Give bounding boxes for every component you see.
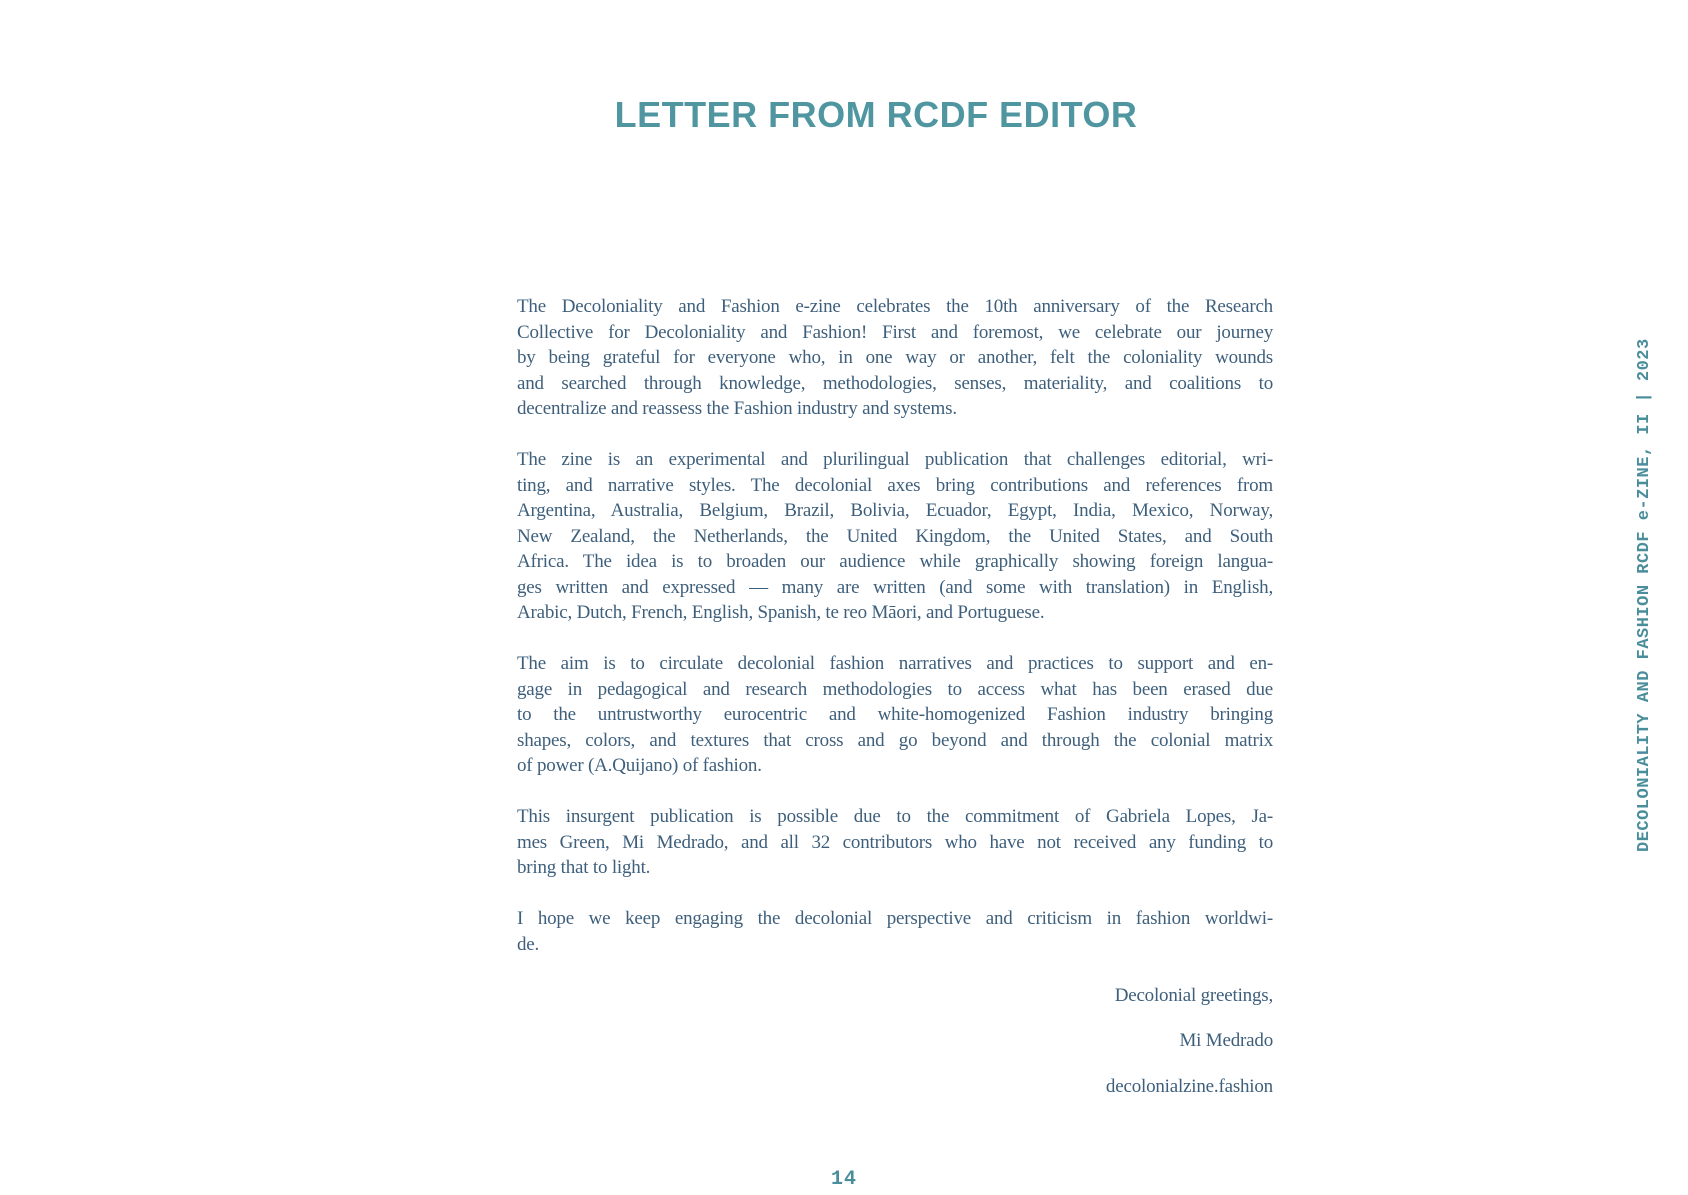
letter-line: bring that to light. (517, 857, 651, 878)
letter-paragraph (517, 804, 1273, 881)
letter-line: The Decoloniality and Fashion e-zine celebrates the 10th anniversary of the Research (517, 296, 1273, 317)
spine-edition-label: DECOLONIALITY AND FASHION RCDF e-ZINE, II | 2023 (1635, 338, 1654, 852)
letter-line: gage in pedagogical and research methodologies to access what has been erased due (517, 678, 1273, 700)
letter-paragraphs (517, 294, 1273, 957)
letter-line: mes Green, Mi Medrado, and all 32 contributors who have not received any funding to (517, 831, 1273, 853)
letter-line: and searched through knowledge, methodologies, senses, materiality, and coalitions to (517, 372, 1273, 394)
letter-body (517, 294, 1273, 1119)
letter-paragraph (517, 447, 1273, 626)
signoff-greeting: Decolonial greetings, (1114, 984, 1273, 1006)
letter-line: Arabic, Dutch, French, English, Spanish, te reo Māori, and Portuguese. (517, 602, 1045, 623)
page-title: LETTER FROM RCDF EDITOR (614, 94, 1138, 135)
letter-line: to the untrustworthy eurocentric and white-homogenized Fashion industry bringing (517, 704, 1273, 725)
letter-paragraph (517, 906, 1273, 957)
signoff-author: Mi Medrado (1179, 1030, 1273, 1051)
letter-paragraph (517, 294, 1273, 422)
letter-line: ting, and narrative styles. The decolonial axes bring contributions and references from (517, 474, 1273, 496)
letter-line: by being grateful for everyone who, in one way or another, felt the coloniality wounds (517, 347, 1273, 368)
letter-line: This insurgent publication is possible due to the commitment of Gabriela Lopes, Ja- (517, 806, 1273, 827)
page-number: 14 (830, 1168, 857, 1191)
letter-signoff (517, 983, 1273, 1100)
letter-line: shapes, colors, and textures that cross and go beyond and through the colonial matrix (517, 729, 1273, 751)
letter-line: ges written and expressed — many are written (and some with translation) in English, (517, 576, 1273, 598)
letter-line: Collective for Decoloniality and Fashion! First and foremost, we celebrate our journey (517, 321, 1273, 343)
letter-line: New Zealand, the Netherlands, the United Kingdom, the United States, and South (517, 525, 1273, 547)
letter-line: The aim is to circulate decolonial fashion narratives and practices to support and en- (517, 653, 1273, 674)
letter-line: Argentina, Australia, Belgium, Brazil, Bolivia, Ecuador, Egypt, India, Mexico, Norway, (517, 500, 1273, 521)
letter-line: Africa. The idea is to broaden our audience while graphically showing foreign langua- (517, 551, 1273, 572)
letter-paragraph (517, 651, 1273, 779)
letter-line: de. (517, 933, 540, 955)
letter-line: The zine is an experimental and plurilingual publication that challenges editorial, wri- (517, 449, 1273, 470)
signoff-website-link[interactable]: decolonialzine.fashion (1105, 1075, 1273, 1097)
letter-line: of power (A.Quijano) of fashion. (517, 755, 762, 776)
letter-line: I hope we keep engaging the decolonial perspective and criticism in fashion worldwi- (517, 908, 1273, 929)
letter-line: decentralize and reassess the Fashion industry and systems. (517, 398, 957, 419)
